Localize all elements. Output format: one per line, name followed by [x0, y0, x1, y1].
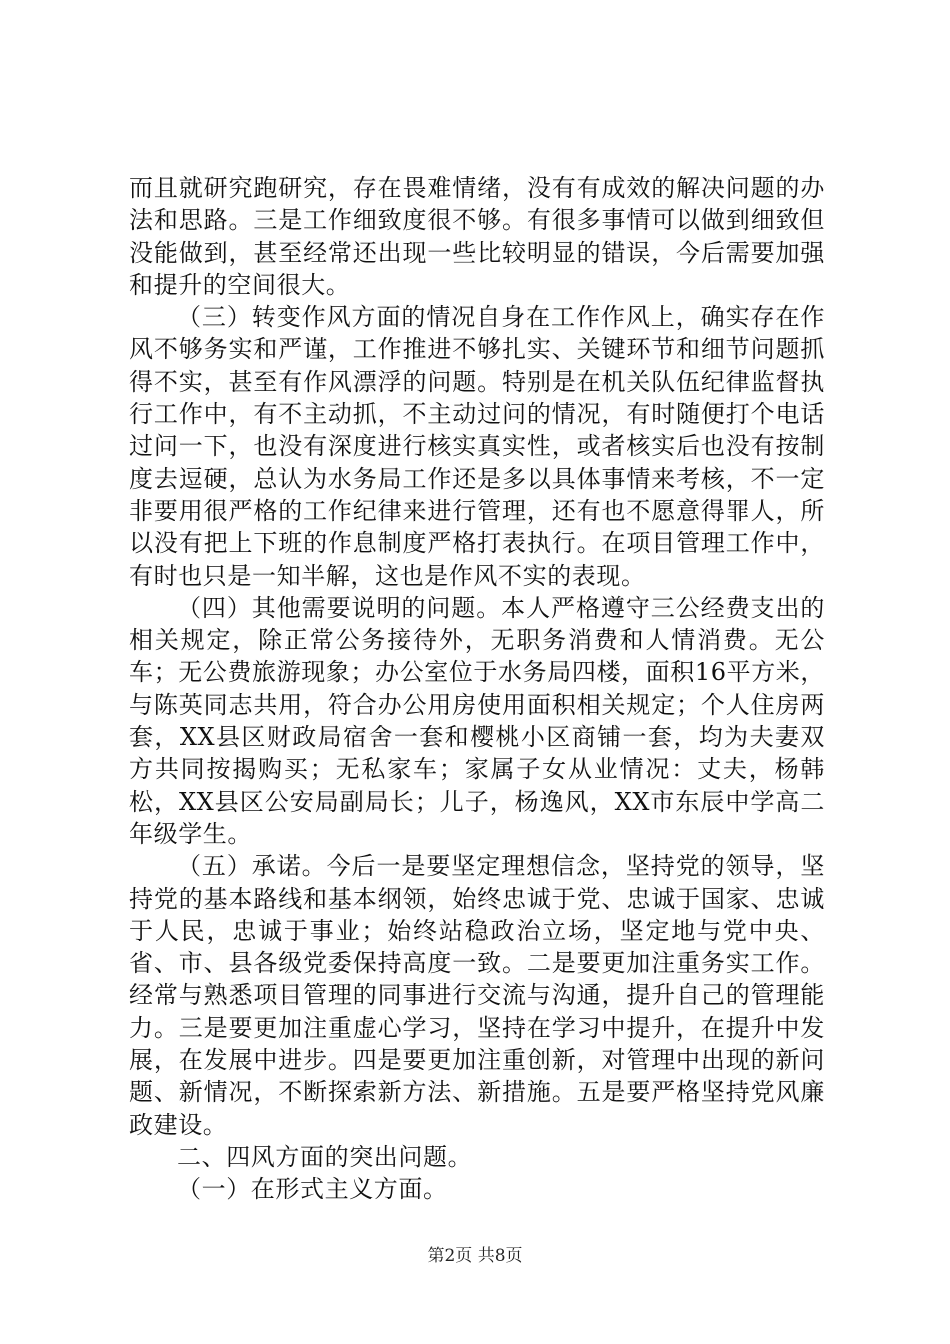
- page-number-footer: 第2页 共8页: [427, 1246, 523, 1266]
- paragraph-section-three: （三）转变作风方面的情况自身在工作作风上，确实存在作风不够务实和严谨，工作推进不够扎实、关键环节和细节问题抓得不实，甚至有作风漂浮的问题。特别是在机关队伍纪律监督执行工作中，有不主动抓，不主动过问的情况，有时随便打个电话过问一下，也没有深度进行核实真实性，或者核实后也没有按制度去逗硬，总认为水务局工作还是多以具体事情来考核，不一定非要用很严格的工作纪律来进行管理，还有也不愿意得罪人，所以没有把上下班的作息制度严格打表执行。在项目管理工作中，有时也只是一知半解，这也是作风不实的表现。: [129, 303, 825, 590]
- paragraph-continuation: 而且就研究跑研究，存在畏难情绪，没有有成效的解决问题的办法和思路。三是工作细致度很不够。有很多事情可以做到细致但没能做到，甚至经常还出现一些比较明显的错误，今后需要加强和提升的空间很大。: [129, 174, 825, 299]
- subheading-formalism: （一）在形式主义方面。: [177, 1175, 448, 1204]
- heading-four-winds-problems: 二、四风方面的突出问题。: [177, 1142, 473, 1171]
- paragraph-section-five: （五）承诺。今后一是要坚定理想信念，坚持党的领导，坚持党的基本路线和基本纲领，始终忠诚于党、忠诚于国家、忠诚于人民，忠诚于事业；始终站稳政治立场，坚定地与党中央、省、市、县各级党委保持高度一致。二是要更加注重务实工作。经常与熟悉项目管理的同事进行交流与沟通，提升自己的管理能力。三是要更加注重虚心学习，坚持在学习中提升，在提升中发展，在发展中进步。四是要更加注重创新，对管理中出现的新问题、新情况，不断探索新方法、新措施。五是要严格坚持党风廉政建设。: [129, 852, 825, 1139]
- paragraph-section-four: （四）其他需要说明的问题。本人严格遵守三公经费支出的相关规定，除正常公务接待外，无职务消费和人情消费。无公车；无公费旅游现象；办公室位于水务局四楼，面积16平方米，与陈英同志共用，符合办公用房使用面积相关规定；个人住房两套，XX县区财政局宿舍一套和樱桃小区商铺一套，均为夫妻双方共同按揭购买；无私家车；家属子女从业情况：丈夫，杨韩松，XX县区公安局副局长；儿子，杨逸风，XX市东辰中学高二年级学生。: [129, 593, 825, 848]
- document-body: [129, 172, 825, 1206]
